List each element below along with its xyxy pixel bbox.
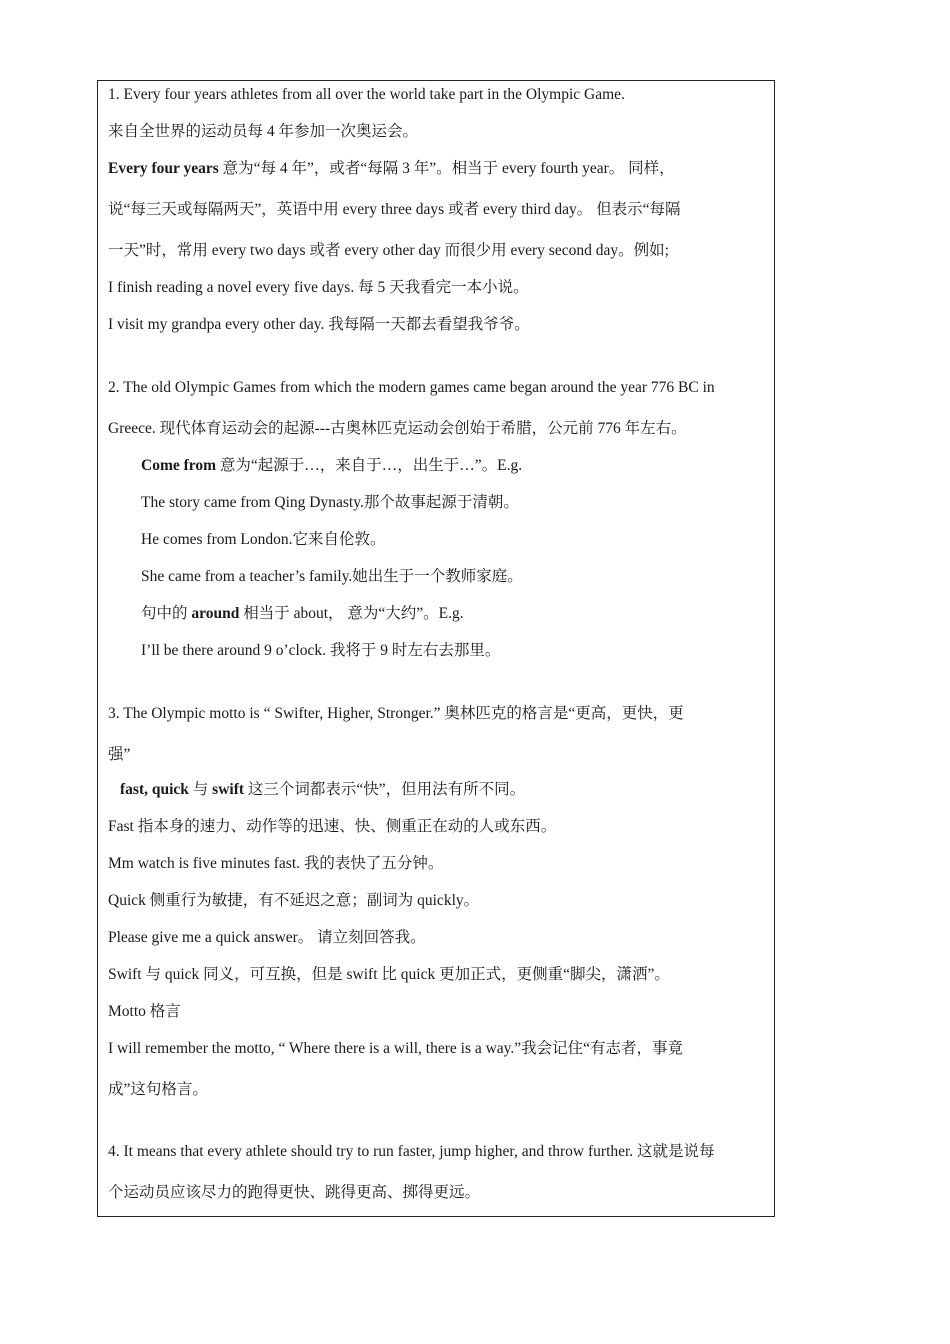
s2-line-1: 2. The old Olympic Games from which the modern games came began around the year 776 BC in xyxy=(108,379,715,396)
s3-line-3-and: 与 xyxy=(188,781,213,798)
s3-line-8: Swift 与 quick 同义，可互换，但是 swift 比 quick 更加正式，更侧重“脚尖，潇洒”。 xyxy=(108,966,670,983)
s1-line-7: I visit my grandpa every other day. 我每隔一天都去看望我爷爷。 xyxy=(108,316,530,333)
s2-line-7-pre: 句中的 xyxy=(141,605,192,622)
s1-line-6: I finish reading a novel every five days. 每 5 天我看完一本小说。 xyxy=(108,279,529,296)
s3-line-2: 强” xyxy=(108,746,131,763)
s3-line-3 xyxy=(120,780,766,800)
s1-line-3-text: 意为“每 4 年”，或者“每隔 3 年”。相当于 every fourth year。 同样， xyxy=(218,160,675,177)
s3-line-5: Mm watch is five minutes fast. 我的表快了五分钟。 xyxy=(108,855,444,872)
term-fast-quick: fast, quick xyxy=(120,781,189,798)
term-every-four-years: Every four years xyxy=(108,160,219,177)
s2-line-3 xyxy=(141,456,766,476)
term-around: around xyxy=(191,605,240,622)
s3-line-11: 成”这句格言。 xyxy=(108,1081,208,1098)
s1-line-1: 1. Every four years athletes from all over the world take part in the Olympic Game. xyxy=(108,86,625,103)
s2-line-5: He comes from London.它来自伦敦。 xyxy=(141,531,386,548)
content-table-cell xyxy=(97,80,775,1217)
s3-line-1: 3. The Olympic motto is “ Swifter, Higher, Stronger.” 奥林匹克的格言是“更高，更快，更 xyxy=(108,705,684,722)
s1-line-2: 来自全世界的运动员每 4 年参加一次奥运会。 xyxy=(108,123,419,140)
s2-line-2: Greece. 现代体育运动会的起源---古奥林匹克运动会创始于希腊，公元前 776 年左右。 xyxy=(108,420,687,437)
term-swift: swift xyxy=(212,781,245,798)
s1-line-4: 说“每三天或每隔两天”，英语中用 every three days 或者 every third day。 但表示“每隔 xyxy=(108,201,681,218)
s2-line-6: She came from a teacher’s family.她出生于一个教师家庭。 xyxy=(141,568,523,585)
s3-line-3-text: 这三个词都表示“快”，但用法有所不同。 xyxy=(244,781,526,798)
s4-line-2: 个运动员应该尽力的跑得更快、跳得更高、掷得更远。 xyxy=(108,1184,481,1201)
s3-line-10: I will remember the motto, “ Where there is a will, there is a way.”我会记住“有志者，事竟 xyxy=(108,1040,684,1057)
s3-line-9: Motto 格言 xyxy=(108,1003,181,1020)
s2-line-3-text: 意为“起源于…，来自于…，出生于…”。E.g. xyxy=(216,457,523,474)
s3-line-7: Please give me a quick answer。 请立刻回答我。 xyxy=(108,929,426,946)
s2-line-7-post: 相当于 about， 意为“大约”。E.g. xyxy=(239,605,464,622)
term-come-from: Come from xyxy=(141,457,217,474)
s2-line-4: The story came from Qing Dynasty.那个故事起源于清朝。 xyxy=(141,494,519,511)
s3-line-6: Quick 侧重行为敏捷，有不延迟之意；副词为 quickly。 xyxy=(108,892,480,909)
s2-line-8: I’ll be there around 9 o’clock. 我将于 9 时左右去那里。 xyxy=(141,642,501,659)
s1-line-5: 一天”时，常用 every two days 或者 every other day 而很少用 every second day。例如; xyxy=(108,242,669,259)
s1-line-3 xyxy=(108,159,766,179)
s3-line-4: Fast 指本身的速力、动作等的迅速、快、侧重正在动的人或东西。 xyxy=(108,818,557,835)
s4-line-1: 4. It means that every athlete should try to run faster, jump higher, and throw further. 这就是说每 xyxy=(108,1143,715,1160)
s2-line-7 xyxy=(141,604,766,624)
